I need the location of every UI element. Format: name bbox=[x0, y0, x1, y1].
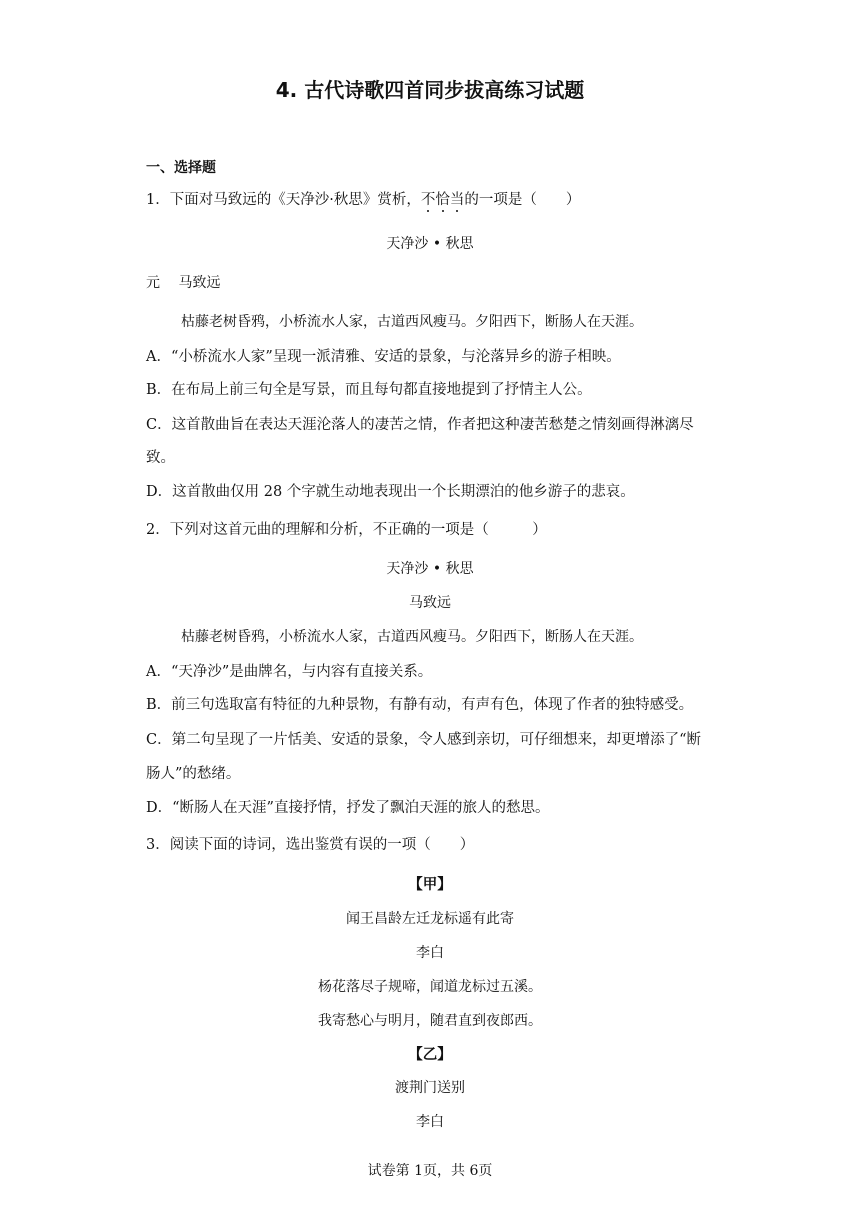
question-2-stem: 2．下列对这首元曲的理解和分析，不正确的一项是（ ） bbox=[146, 522, 547, 538]
q1-option-a[interactable]: A．“小桥流水人家”呈现一派清雅、安适的景象，与沦落异乡的游子相映。 bbox=[146, 349, 621, 365]
question-1-stem-end: 的一项是（ ） bbox=[464, 192, 581, 208]
q2-option-b[interactable]: B．前三句选取富有特征的九种景物，有静有动，有声有色，体现了作者的独特感受。 bbox=[146, 697, 694, 713]
q1-option-c-line2[interactable]: 致。 bbox=[146, 450, 175, 466]
emphasis-dot-char: 不 bbox=[420, 192, 436, 208]
q2-poem-title: 天净沙 • 秋思 bbox=[386, 561, 474, 577]
q2-option-c-line2[interactable]: 肠人”的愁绪。 bbox=[146, 766, 241, 782]
question-1-emphasis bbox=[421, 192, 465, 208]
page-footer: 试卷第 1页，共 6页 bbox=[367, 1163, 493, 1179]
q2-option-c-line1[interactable]: C．第二句呈现了一片恬美、安适的景象，令人感到亲切，可仔细想来，却更增添了“断 bbox=[146, 732, 702, 748]
poem-jia-author: 李白 bbox=[416, 945, 444, 961]
q2-poem-author: 马致远 bbox=[409, 595, 451, 611]
question-3-stem: 3．阅读下面的诗词，选出鉴赏有误的一项（ ） bbox=[146, 837, 475, 853]
q1-poem-author: 元 马致远 bbox=[146, 275, 221, 291]
emphasis-dot-char: 当 bbox=[449, 192, 465, 208]
poem-yi-author: 李白 bbox=[416, 1114, 444, 1130]
q1-option-c-line1[interactable]: C．这首散曲旨在表达天涯沦落人的凄苦之情，作者把这种凄苦愁楚之情刻画得淋漓尽 bbox=[146, 417, 694, 433]
question-1-stem-start: 1．下面对马致远的《天净沙·秋思》赏析， bbox=[146, 192, 421, 208]
q2-option-a[interactable]: A．“天净沙”是曲牌名，与内容有直接关系。 bbox=[146, 664, 433, 680]
emphasis-dot-char: 恰 bbox=[435, 192, 450, 208]
poem-jia-line-2: 我寄愁心与明月，随君直到夜郎西。 bbox=[318, 1013, 542, 1029]
q1-poem-body: 枯藤老树昏鸦，小桥流水人家，古道西风瘦马。夕阳西下，断肠人在天涯。 bbox=[181, 314, 643, 330]
q1-option-d[interactable]: D．这首散曲仅用 28 个字就生动地表现出一个长期漂泊的他乡游子的悲哀。 bbox=[146, 484, 635, 500]
q1-poem-title: 天净沙 • 秋思 bbox=[386, 236, 474, 252]
poem-yi-label: 【乙】 bbox=[408, 1047, 452, 1063]
q1-option-b[interactable]: B．在布局上前三句全是写景，而且每句都直接地提到了抒情主人公。 bbox=[146, 382, 592, 398]
poem-jia-label: 【甲】 bbox=[408, 877, 452, 893]
q2-option-d[interactable]: D．“断肠人在天涯”直接抒情，抒发了飘泊天涯的旅人的愁思。 bbox=[146, 800, 550, 816]
section-heading: 一、选择题 bbox=[146, 160, 216, 176]
poem-jia-title: 闻王昌龄左迁龙标遥有此寄 bbox=[346, 911, 514, 927]
page-title: 4. 古代诗歌四首同步拔高练习试题 bbox=[275, 78, 585, 102]
poem-jia-line-1: 杨花落尽子规啼，闻道龙标过五溪。 bbox=[318, 979, 542, 995]
question-1-stem bbox=[146, 188, 580, 209]
q2-poem-body: 枯藤老树昏鸦，小桥流水人家，古道西风瘦马。夕阳西下，断肠人在天涯。 bbox=[181, 629, 643, 645]
poem-yi-title: 渡荆门送别 bbox=[395, 1080, 465, 1096]
